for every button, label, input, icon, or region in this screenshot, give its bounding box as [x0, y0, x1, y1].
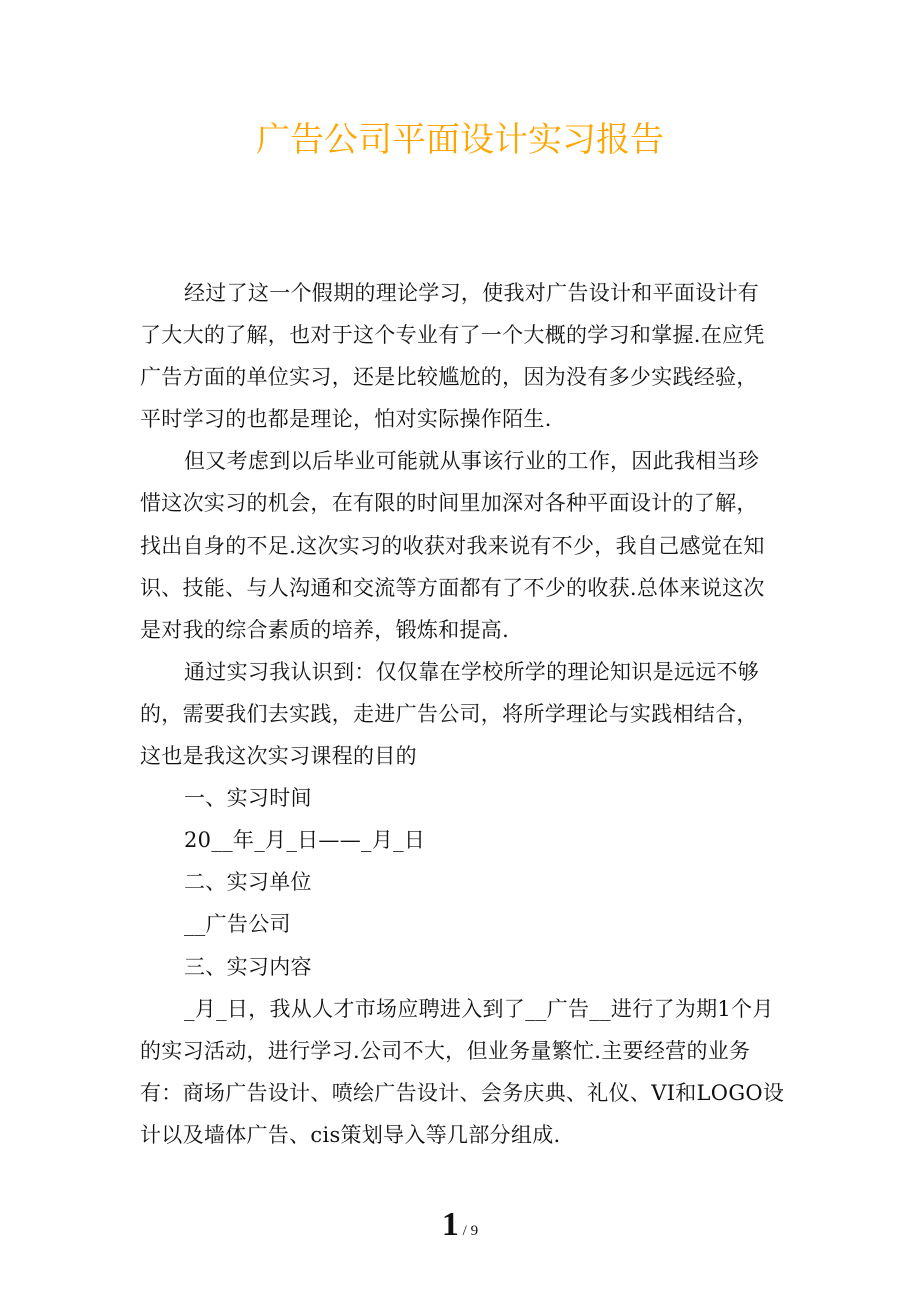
- text-line: 三、实习内容: [184, 954, 312, 979]
- text-line: 的实习活动，进行学习.公司不大，但业务量繁忙.主要经营的业务: [140, 1038, 751, 1063]
- document-title: 广告公司平面设计实习报告: [256, 120, 664, 160]
- document-body: [140, 272, 790, 1156]
- text-line: 20__年_月_日——_月_日: [184, 828, 426, 853]
- text-line: 一、实习时间: [184, 786, 312, 811]
- text-line: 计以及墙体广告、cis策划导入等几部分组成.: [140, 1122, 561, 1147]
- text-line: 的，需要我们去实践，走进广告公司，将所学理论与实践相结合，: [140, 701, 758, 726]
- text-line: _月_日，我从人才市场应聘进入到了__广告__进行了为期1个月: [184, 996, 774, 1021]
- text-line: 通过实习我认识到：仅仅靠在学校所学的理论知识是远远不够: [184, 659, 760, 684]
- text-line: 广告方面的单位实习，还是比较尴尬的，因为没有多少实践经验，: [140, 365, 758, 390]
- current-page: 1: [441, 1206, 459, 1243]
- text-line: 二、实习单位: [184, 870, 312, 895]
- text-line: 找出自身的不足.这次实习的收获对我来说有不少，我自己感觉在知: [140, 533, 765, 558]
- text-line: 有：商场广告设计、喷绘广告设计、会务庆典、礼仪、VI和LOGO设: [140, 1080, 785, 1105]
- text-line: 经过了这一个假期的理论学习，使我对广告设计和平面设计有: [184, 281, 760, 305]
- page-number: [0, 1206, 920, 1244]
- text-line: 这也是我这次实习课程的目的: [140, 744, 417, 769]
- text-line: 是对我的综合素质的培养，锻炼和提高.: [140, 617, 510, 642]
- text-line: 识、技能、与人沟通和交流等方面都有了不少的收获.总体来说这次: [140, 575, 765, 600]
- text-line: __广告公司: [184, 912, 291, 937]
- total-pages: / 9: [458, 1223, 479, 1239]
- text-line: 惜这次实习的机会，在有限的时间里加深对各种平面设计的了解，: [140, 491, 758, 516]
- text-line: 了大大的了解，也对于这个专业有了一个大概的学习和掌握.在应凭: [140, 323, 765, 348]
- text-line: 但又考虑到以后毕业可能就从事该行业的工作，因此我相当珍: [184, 449, 760, 474]
- text-line: 平时学习的也都是理论，怕对实际操作陌生.: [140, 407, 552, 432]
